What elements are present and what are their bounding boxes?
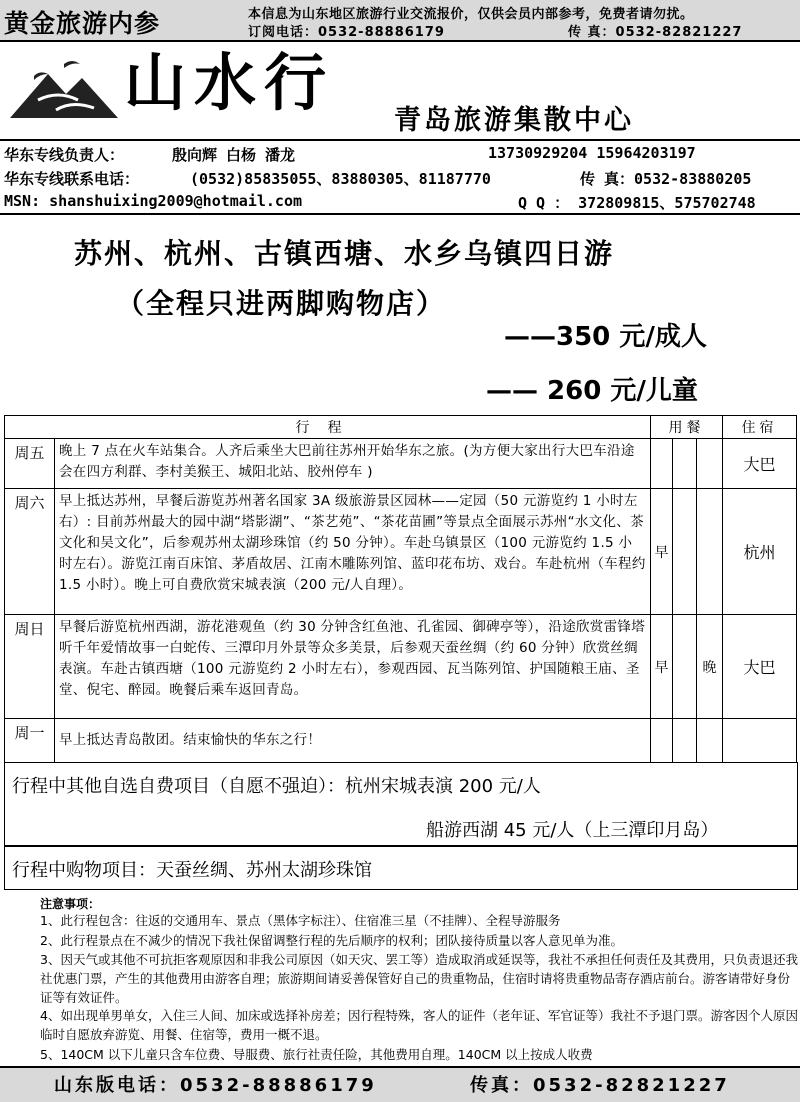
lodging-cell: 大巴	[723, 615, 797, 719]
table-row	[5, 439, 797, 489]
phone-label: 华东专线联系电话：	[4, 170, 140, 188]
subscription-phone: 订阅电话：0532-88886179	[248, 25, 445, 40]
managers-mobiles: 13730929204 15964203197	[488, 144, 696, 162]
contact-phones: (0532)85835055、83880305、81187770	[190, 170, 491, 188]
note-item: 1、此行程包含：往返的交通用车、景点（黑体字标注）、住宿准三星（不挂牌）、全程导游服务	[40, 913, 561, 928]
note-item: 5、140CM 以下儿童只含车位费、导服费、旅行社责任险，其他费用自理。140CM 以上按成人收费	[40, 1047, 593, 1062]
divider	[0, 213, 800, 215]
breakfast-cell	[651, 439, 673, 489]
meals-header: 用餐	[651, 416, 723, 439]
day-label: 周六	[5, 489, 55, 615]
itinerary-table	[4, 415, 797, 763]
tour-title: 苏州、杭州、古镇西塘、水乡乌镇四日游	[74, 237, 615, 270]
msn-contact: MSN: shanshuixing2009@hotmail.com	[4, 192, 303, 210]
brand-title: 黄金旅游内参	[4, 9, 161, 38]
divider	[0, 139, 800, 141]
dinner-cell	[697, 439, 723, 489]
header-fax: 传 真：0532-82821227	[568, 25, 743, 40]
table-row	[5, 489, 797, 615]
table-header-row	[5, 416, 797, 439]
day-description: 晚上 7 点在火车站集合。人齐后乘坐大巴前往苏州开始华东之旅。(为方便大家出行大巴车沿途会在四方利群、李村美猴王、城阳北站、胶州停车 )	[55, 439, 651, 489]
qq-contact: Q Q ： 372809815、575702748	[518, 194, 756, 212]
lodging-header: 住宿	[723, 416, 797, 439]
table-row	[5, 719, 797, 763]
lodging-cell	[723, 719, 797, 763]
note-item: 4、如出现单男单女，入住三人间、加床或选择补房差；因行程特殊，客人的证件（老年证、军官证等）我社不予退门票。游客因个人原因临时自愿放弃游览、用餐、住宿等，费用一概不退。	[40, 1008, 798, 1042]
day-description: 早餐后游览杭州西湖，游花港观鱼（约 30 分钟含红鱼池、孔雀园、御碑亭等），沿途欣赏雷锋塔听千年爱情故事一白蛇传、三潭印月外景等众多美景，后参观天蚕丝绸（约 60 分钟）欣赏丝绸表演。车赴古镇西塘（100 元游览约 2 小时左右），参观西园、瓦当陈列馆、护国随粮王庙、圣堂、倪宅、醉园。晚餐后乘车返回青岛。	[55, 615, 651, 719]
note-item: 3、因天气或其他不可抗拒客观原因和非我公司原因（如天灾、罢工等）造成取消或延误等，我社不承担任何责任及其费用，只负责退还我社优惠门票，产生的其他费用由游客自理；旅游期间请妥善保管好自己的贵重物品，住宿时请将贵重物品寄存酒店前台。游客请带好身份证等有效证件。	[40, 952, 798, 1005]
day-description: 早上抵达青岛散团。结束愉快的华东之行！	[55, 719, 651, 763]
breakfast-cell: 早	[651, 615, 673, 719]
day-label: 周一	[5, 719, 55, 763]
dinner-cell: 晚	[697, 615, 723, 719]
notice-text: 本信息为山东地区旅游行业交流报价，仅供会员内部参考，免费者请勿扰。	[248, 7, 694, 22]
dinner-cell	[697, 489, 723, 615]
notes-title: 注意事项：	[40, 897, 101, 911]
lunch-cell	[673, 615, 697, 719]
optional-items-line2: 船游西湖 45 元/人（上三潭印月岛）	[426, 820, 719, 841]
day-label: 周日	[5, 615, 55, 719]
footer-phone: 山东版电话：0532-88886179	[54, 1075, 377, 1096]
breakfast-cell	[651, 719, 673, 763]
lodging-cell: 杭州	[723, 489, 797, 615]
logo-wordmark: 山水行	[124, 46, 335, 119]
footer-fax: 传真：0532-82821227	[470, 1075, 730, 1096]
day-label: 周五	[5, 439, 55, 489]
note-item: 2、此行程景点在不减少的情况下我社保留调整行程的先后顺序的权利；团队接待质量以客人意见单为准。	[40, 933, 623, 948]
agency-subtitle: 青岛旅游集散中心	[394, 105, 634, 136]
price-child: —— 260 元/儿童	[486, 376, 698, 406]
dinner-cell	[697, 719, 723, 763]
lunch-cell	[673, 489, 697, 615]
optional-items-line1: 行程中其他自选自费项目（自愿不强迫）：杭州宋城表演 200 元/人	[12, 776, 541, 797]
lunch-cell	[673, 719, 697, 763]
mountain-logo-icon	[8, 54, 120, 126]
lodging-cell: 大巴	[723, 439, 797, 489]
route-header: 行程	[5, 416, 651, 439]
lunch-cell	[673, 439, 697, 489]
day-description: 早上抵达苏州，早餐后游览苏州著名国家 3A 级旅游景区园林——定园（50 元游览约 1 小时左右）: 目前苏州最大的园中湖“塔影湖”、“茶艺苑”、“茶花苗圃”等景点全面展示苏州“水文化、茶文化和吴文化”，后参观苏州太湖珍珠馆（约 50 分钟）。车赴乌镇景区（100 元游览约 1.5 小时左右）。游览江南百床馆、茅盾故居、江南木雕陈列馆、蓝印花布坊、戏台。车赴杭州（车程约 1.5 小时）。晚上可自费欣赏宋城表演（200 元/人自理）。	[55, 489, 651, 615]
table-row	[5, 615, 797, 719]
managers-names: 殷向辉 白杨 潘龙	[172, 146, 296, 164]
managers-label: 华东专线负责人：	[4, 146, 125, 164]
price-adult: ——350 元/成人	[504, 322, 707, 352]
contact-fax: 传 真：0532-83880205	[580, 170, 752, 188]
tour-subtitle: （全程只进两脚购物店）	[116, 287, 447, 320]
breakfast-cell: 早	[651, 489, 673, 615]
shopping-items: 行程中购物项目：天蚕丝绸、苏州太湖珍珠馆	[12, 860, 372, 881]
